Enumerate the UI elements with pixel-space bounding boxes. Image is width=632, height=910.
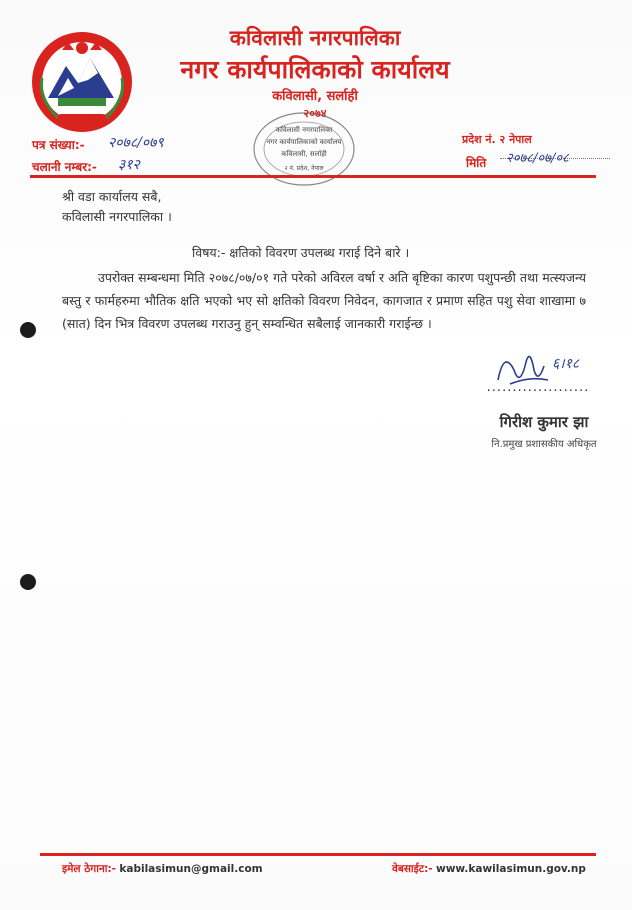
website-value[interactable]: www.kawilasimun.gov.np [436,863,586,875]
email-value[interactable]: kabilasimun@gmail.com [119,863,263,875]
stamp-line-4: २ नं. प्रदेश, नेपाल [284,165,324,172]
signature-note: ६।१८ [552,356,580,372]
signer-title: नि.प्रमुख प्रशासकीय अधिकृत [491,439,597,450]
established-year: २०७४ [303,107,327,120]
stamp-line-3: कविलासी, सर्लाही [281,150,327,158]
dispatch-number-label: चलानी नम्बर:- [32,160,97,174]
header-rule [30,175,596,178]
email-label: इमेल ठेगाना:- [62,863,117,875]
office-name: नगर कार्यपालिकाको कार्यालय [180,55,450,84]
recipient-line-1: श्री वडा कार्यालय सबै, [62,189,162,204]
punch-hole-bottom [20,574,36,590]
body-paragraph: उपरोक्त सम्बन्धमा मिति २०७८/०७/०१ गते परेको अविरल वर्षा र अति बृष्टिका कारण पशुपन्छी तथा मत्स्यजन्य बस्तु र फार्महरुमा भौतिक क्षति भएको भए सो क्षतिको विवरण निवेदन, कागजात र प्रमाण सहित पशु सेवा शाखामा ७ (सात) दिन भित्र विवरण उपलब्ध गराउनु हुन् सम्वन्धित सबैलाई जानकारी गराईन्छ । [62,270,586,331]
footer-website [392,862,586,876]
subject-line: विषय:- क्षतिको विवरण उपलब्ध गराई दिने बारे । [192,245,410,260]
letter-number-value: २०७८/०७९ [108,135,164,151]
province-label: प्रदेश नं. २ नेपाल [462,133,532,146]
signer-name: गिरीश कुमार झा [499,413,589,431]
punch-hole-top [20,322,36,338]
letter-number-label: पत्र संख्या:- [32,138,85,152]
date-label: मिति [466,156,487,170]
recipient-line-2: कविलासी नगरपालिका । [62,209,172,224]
footer-rule [40,853,596,856]
signature-dots: .................... [486,380,590,395]
footer-email [62,862,263,876]
dispatch-number-value: ३१२ [118,157,140,173]
stamp-line-1: कविलासी नगरपालिका [275,126,333,134]
municipality-name: कविलासी नगरपालिका [229,26,401,50]
stamp-line-2: नगर कार्यपालिकाको कार्यालय [266,138,342,146]
website-label: वेबसाईट:- [392,863,433,875]
date-value: २०७८/०७/०८ [506,151,569,166]
office-location: कविलासी, सर्लाही [272,89,358,104]
municipality-emblem [28,28,136,136]
